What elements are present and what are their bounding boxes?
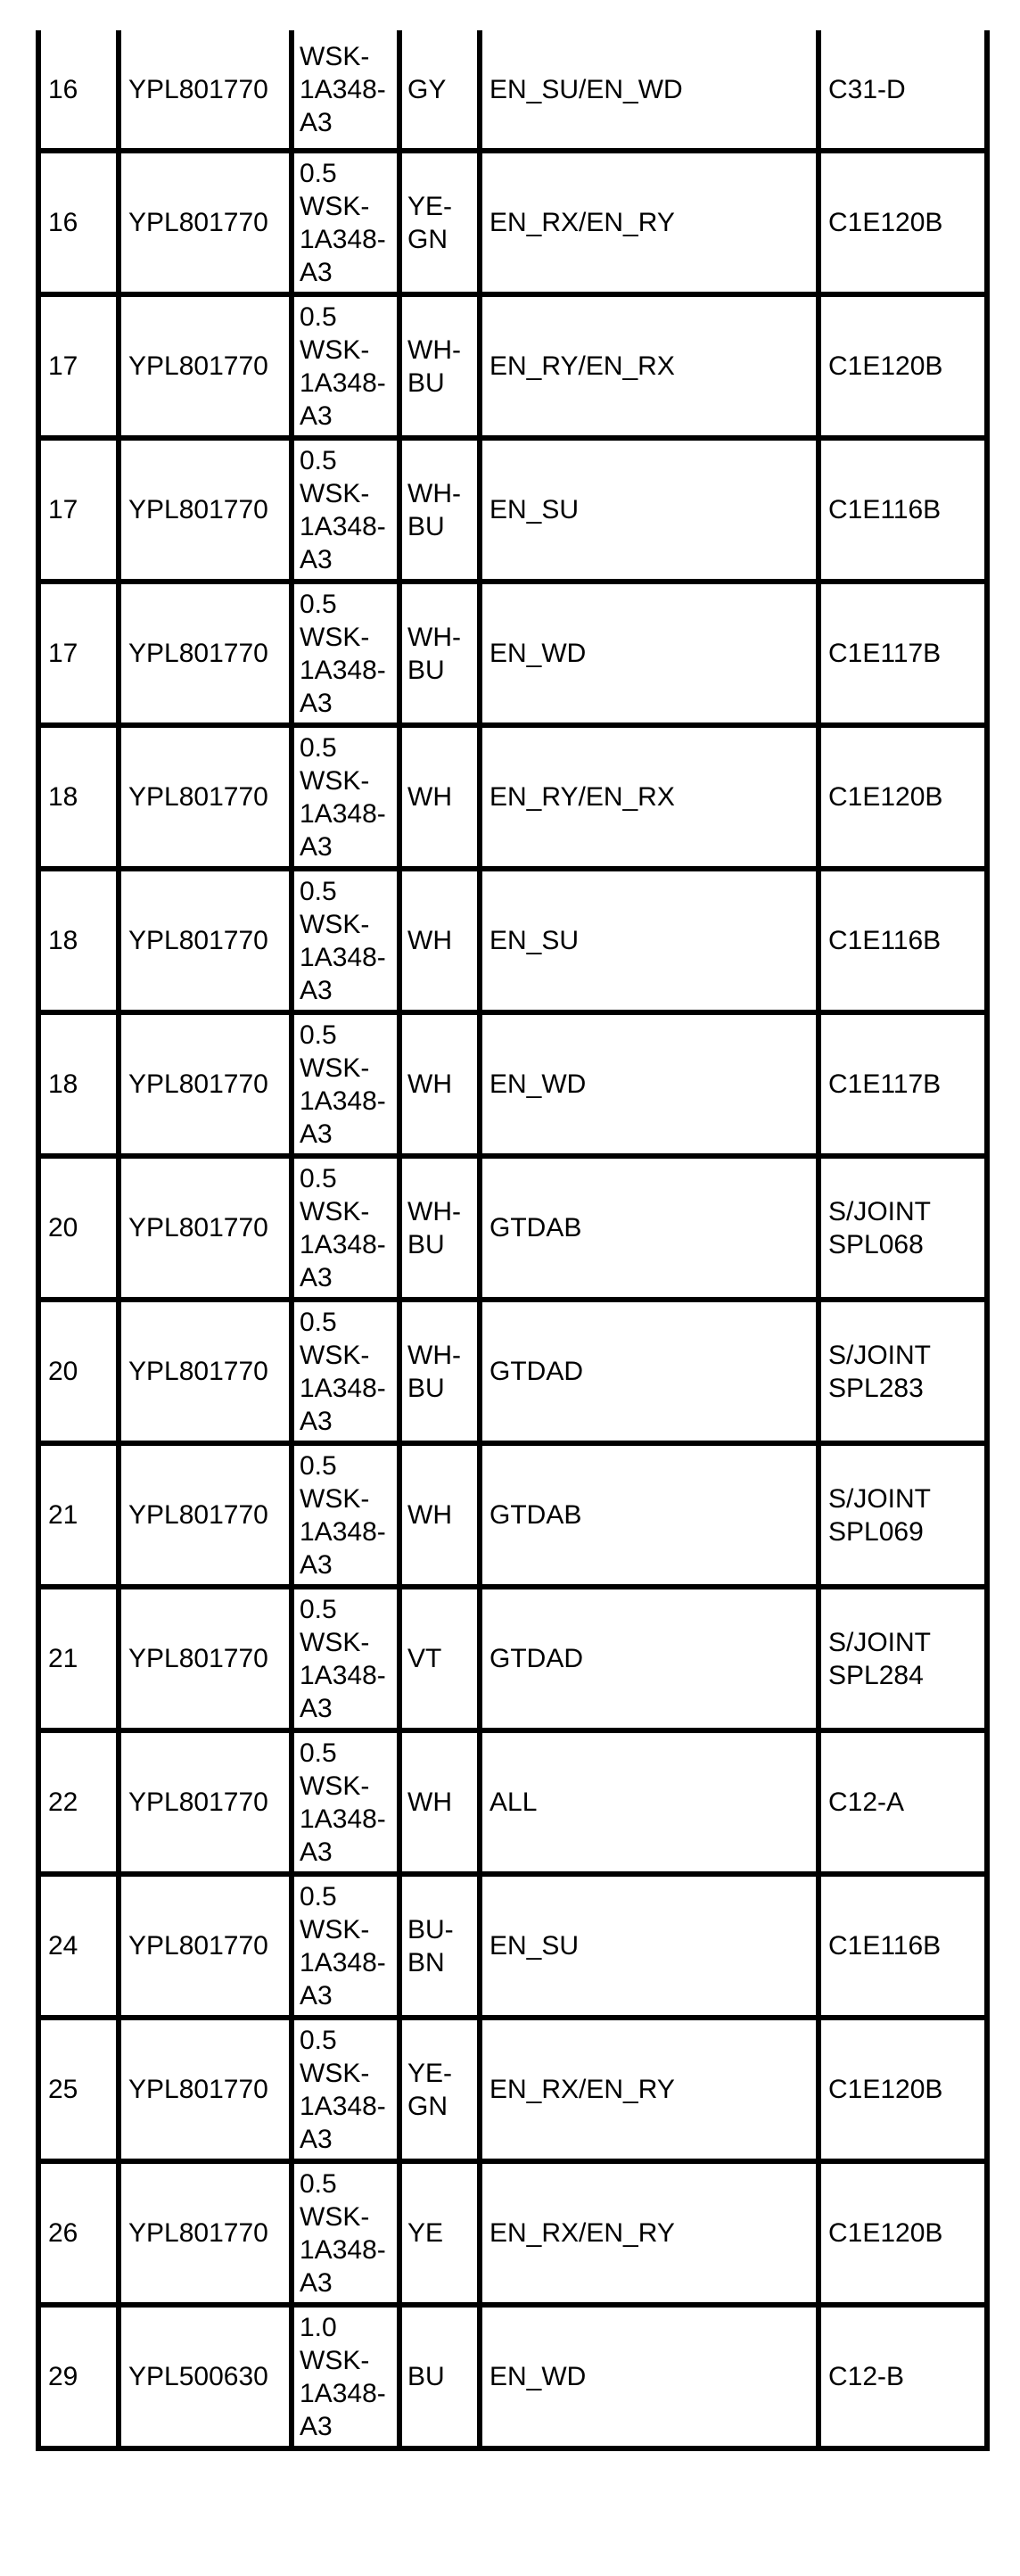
- wire-color-cell: [399, 1300, 480, 1443]
- wire-spec-line: WSK-: [300, 478, 370, 508]
- wire-spec-cell: [292, 1874, 399, 2018]
- pin-number: 26: [48, 2218, 78, 2248]
- wire-spec-cell: [292, 1300, 399, 1443]
- wire-spec-line: WSK-: [300, 1196, 370, 1226]
- wire-spec-line: 0.5: [300, 1020, 337, 1050]
- pin-number: 22: [48, 1788, 78, 1817]
- part-number: YPL801770: [128, 926, 268, 955]
- wire-spec-line: WSK-: [300, 1053, 370, 1083]
- pin-number: 18: [48, 1069, 78, 1099]
- table-row: [38, 294, 987, 438]
- wire-color-line: WH-: [407, 334, 461, 365]
- wire-color-line: BU: [407, 1373, 445, 1403]
- option-code: EN_SU: [489, 495, 580, 524]
- part-number: YPL801770: [128, 1357, 268, 1386]
- option-code: EN_WD: [489, 639, 587, 668]
- wire-spec-line: A3: [300, 544, 333, 574]
- wire-color-cell: [399, 30, 480, 151]
- destination-line: C1E120B: [828, 2218, 943, 2248]
- wire-spec-line: 1A348-: [300, 2234, 386, 2265]
- pin-number: 21: [48, 1500, 78, 1530]
- wire-color-line: WH: [407, 1788, 452, 1817]
- part-number: YPL801770: [128, 1931, 268, 1961]
- option-code-cell: [480, 151, 818, 294]
- wire-spec-line: 1A348-: [300, 798, 386, 829]
- destination-line: S/JOINT: [828, 1340, 932, 1370]
- part-number-cell: [119, 1874, 292, 2018]
- part-number: YPL801770: [128, 2218, 268, 2248]
- option-code: EN_RX/EN_RY: [489, 208, 675, 237]
- table-row: [38, 1587, 987, 1730]
- wire-spec-line: A3: [300, 1549, 333, 1580]
- wire-color-line: BU: [407, 367, 445, 398]
- wire-spec-line: 0.5: [300, 1594, 337, 1624]
- wire-spec-cell: [292, 1012, 399, 1156]
- wire-spec-line: 1A348-: [300, 1660, 386, 1690]
- wire-spec-line: 1A348-: [300, 224, 386, 254]
- pin-number: 17: [48, 351, 78, 381]
- pin-cell: [38, 1012, 119, 1156]
- destination-cell: [818, 1587, 987, 1730]
- part-number: YPL801770: [128, 351, 268, 381]
- destination-cell: [818, 1874, 987, 2018]
- part-number: YPL801770: [128, 74, 268, 104]
- option-code-cell: [480, 30, 818, 151]
- part-number-cell: [119, 1730, 292, 1874]
- wire-spec-line: WSK-: [300, 41, 370, 71]
- wire-spec-line: 1A348-: [300, 1229, 386, 1259]
- wire-spec-line: 1A348-: [300, 655, 386, 685]
- option-code: EN_SU: [489, 1931, 580, 1961]
- wire-spec-line: 0.5: [300, 589, 337, 619]
- wire-color-line: WH-: [407, 478, 461, 508]
- destination-cell: [818, 2018, 987, 2161]
- wire-color-cell: [399, 725, 480, 869]
- destination-line: C12-A: [828, 1788, 905, 1817]
- wire-color-line: GN: [407, 2091, 448, 2121]
- option-code-cell: [480, 869, 818, 1012]
- wire-color-cell: [399, 1874, 480, 2018]
- destination-cell: [818, 151, 987, 294]
- wire-color-line: YE: [407, 2218, 444, 2248]
- pin-number: 20: [48, 1213, 78, 1243]
- pin-cell: [38, 1443, 119, 1587]
- pin-cell: [38, 294, 119, 438]
- destination-line: C1E117B: [828, 639, 942, 668]
- option-code: EN_SU: [489, 926, 580, 955]
- pin-number: 29: [48, 2362, 78, 2391]
- option-code: GTDAB: [489, 1500, 582, 1530]
- table-row: [38, 1443, 987, 1587]
- pin-cell: [38, 1874, 119, 2018]
- part-number: YPL801770: [128, 1500, 268, 1530]
- wire-spec-line: WSK-: [300, 622, 370, 652]
- part-number-cell: [119, 2018, 292, 2161]
- wire-color-line: BN: [407, 1947, 445, 1977]
- wire-color-line: BU: [407, 655, 445, 685]
- wire-color-cell: [399, 2305, 480, 2448]
- destination-cell: [818, 1156, 987, 1300]
- table-row: [38, 869, 987, 1012]
- option-code: EN_RX/EN_RY: [489, 2075, 675, 2104]
- destination-line: C1E120B: [828, 2075, 943, 2104]
- wire-color-cell: [399, 151, 480, 294]
- wire-spec-cell: [292, 30, 399, 151]
- wire-color-line: WH-: [407, 622, 461, 652]
- part-number-cell: [119, 1156, 292, 1300]
- pin-cell: [38, 869, 119, 1012]
- destination-cell: [818, 582, 987, 725]
- destination-cell: [818, 438, 987, 582]
- wire-color-cell: [399, 1443, 480, 1587]
- destination-cell: [818, 2305, 987, 2448]
- wire-spec-line: WSK-: [300, 765, 370, 796]
- destination-line: C1E120B: [828, 782, 943, 812]
- destination-cell: [818, 869, 987, 1012]
- part-number: YPL801770: [128, 782, 268, 812]
- table-row: [38, 1874, 987, 2018]
- pin-number: 21: [48, 1644, 78, 1673]
- destination-line: C31-D: [828, 74, 906, 104]
- wire-color-line: BU: [407, 2362, 445, 2391]
- destination-cell: [818, 2161, 987, 2305]
- wire-spec-line: 0.5: [300, 2025, 337, 2055]
- wire-spec-line: 0.5: [300, 1881, 337, 1911]
- destination-line: C1E120B: [828, 208, 943, 237]
- part-number: YPL801770: [128, 639, 268, 668]
- wire-spec-line: A3: [300, 1119, 333, 1149]
- pin-number: 17: [48, 639, 78, 668]
- wire-spec-cell: [292, 2305, 399, 2448]
- wire-spec-line: 0.5: [300, 1738, 337, 1768]
- wire-color-line: GN: [407, 224, 448, 254]
- wire-spec-line: 0.5: [300, 301, 337, 332]
- wire-spec-line: 1A348-: [300, 1373, 386, 1403]
- wire-color-line: BU: [407, 1229, 445, 1259]
- wire-color-cell: [399, 438, 480, 582]
- part-number-cell: [119, 294, 292, 438]
- wire-spec-line: 1A348-: [300, 74, 386, 104]
- option-code: EN_RY/EN_RX: [489, 782, 675, 812]
- part-number: YPL801770: [128, 495, 268, 524]
- option-code: GTDAD: [489, 1644, 583, 1673]
- wire-color-cell: [399, 1587, 480, 1730]
- option-code: GTDAB: [489, 1213, 582, 1243]
- wire-color-cell: [399, 1730, 480, 1874]
- destination-line: C12-B: [828, 2362, 905, 2391]
- wire-spec-cell: [292, 725, 399, 869]
- wire-spec-line: 1A348-: [300, 2378, 386, 2408]
- wire-spec-line: A3: [300, 107, 333, 137]
- wire-spec-line: A3: [300, 1837, 333, 1867]
- wire-spec-line: A3: [300, 257, 333, 287]
- pin-cell: [38, 725, 119, 869]
- wire-spec-cell: [292, 1730, 399, 1874]
- wire-spec-line: A3: [300, 2411, 333, 2441]
- wire-spec-cell: [292, 2018, 399, 2161]
- destination-line: S/JOINT: [828, 1483, 932, 1514]
- wire-spec-line: WSK-: [300, 191, 370, 221]
- pin-cell: [38, 1587, 119, 1730]
- wire-color-cell: [399, 2018, 480, 2161]
- wire-spec-cell: [292, 1156, 399, 1300]
- pin-number: 25: [48, 2075, 78, 2104]
- wire-color-line: YE-: [407, 2058, 453, 2088]
- destination-cell: [818, 1012, 987, 1156]
- wire-color-line: YE-: [407, 191, 453, 221]
- wire-spec-line: 0.5: [300, 158, 337, 188]
- wiring-table: [36, 30, 990, 2451]
- wire-color-line: WH: [407, 926, 452, 955]
- wire-color-line: WH-: [407, 1196, 461, 1226]
- destination-line: S/JOINT: [828, 1627, 932, 1657]
- destination-line: C1E116B: [828, 495, 942, 524]
- pin-cell: [38, 2018, 119, 2161]
- option-code-cell: [480, 1730, 818, 1874]
- destination-cell: [818, 725, 987, 869]
- wire-spec-line: WSK-: [300, 1771, 370, 1801]
- table-row: [38, 1012, 987, 1156]
- wire-spec-line: 1A348-: [300, 367, 386, 398]
- wiring-table-page: [36, 30, 990, 2451]
- wire-spec-line: WSK-: [300, 334, 370, 365]
- wire-spec-line: WSK-: [300, 909, 370, 939]
- option-code-cell: [480, 1012, 818, 1156]
- wire-spec-cell: [292, 1443, 399, 1587]
- part-number: YPL801770: [128, 2075, 268, 2104]
- pin-cell: [38, 151, 119, 294]
- wire-color-cell: [399, 294, 480, 438]
- destination-line: C1E116B: [828, 1931, 942, 1961]
- option-code-cell: [480, 2018, 818, 2161]
- destination-cell: [818, 294, 987, 438]
- destination-line: C1E116B: [828, 926, 942, 955]
- wire-color-line: GY: [407, 74, 447, 104]
- destination-cell: [818, 1300, 987, 1443]
- table-row: [38, 151, 987, 294]
- option-code-cell: [480, 1443, 818, 1587]
- wire-color-cell: [399, 582, 480, 725]
- wire-spec-line: A3: [300, 2124, 333, 2154]
- part-number: YPL801770: [128, 1788, 268, 1817]
- wire-color-line: WH: [407, 1500, 452, 1530]
- table-row: [38, 438, 987, 582]
- part-number: YPL801770: [128, 208, 268, 237]
- option-code-cell: [480, 582, 818, 725]
- wire-spec-line: A3: [300, 1262, 333, 1292]
- wire-spec-line: WSK-: [300, 2345, 370, 2375]
- table-row: [38, 582, 987, 725]
- wire-spec-line: 1A348-: [300, 2091, 386, 2121]
- part-number: YPL500630: [128, 2362, 268, 2391]
- pin-number: 18: [48, 782, 78, 812]
- option-code-cell: [480, 1874, 818, 2018]
- wire-spec-line: 0.5: [300, 1450, 337, 1481]
- part-number-cell: [119, 2305, 292, 2448]
- option-code-cell: [480, 1587, 818, 1730]
- option-code-cell: [480, 2161, 818, 2305]
- wiring-table-body: [38, 30, 987, 2448]
- part-number-cell: [119, 1587, 292, 1730]
- wire-spec-cell: [292, 151, 399, 294]
- wire-spec-cell: [292, 869, 399, 1012]
- wire-spec-line: A3: [300, 831, 333, 862]
- part-number-cell: [119, 582, 292, 725]
- pin-number: 16: [48, 208, 78, 237]
- pin-number: 17: [48, 495, 78, 524]
- destination-line: C1E117B: [828, 1069, 942, 1099]
- part-number-cell: [119, 725, 292, 869]
- wire-spec-line: 0.5: [300, 732, 337, 763]
- pin-number: 24: [48, 1931, 78, 1961]
- part-number-cell: [119, 1300, 292, 1443]
- wire-spec-line: A3: [300, 1406, 333, 1436]
- wire-color-line: WH: [407, 782, 452, 812]
- destination-cell: [818, 1443, 987, 1587]
- option-code-cell: [480, 1300, 818, 1443]
- wire-color-line: WH: [407, 1069, 452, 1099]
- wire-spec-line: 0.5: [300, 876, 337, 906]
- destination-line: SPL283: [828, 1373, 924, 1403]
- pin-cell: [38, 30, 119, 151]
- table-row: [38, 1156, 987, 1300]
- wire-spec-line: WSK-: [300, 1627, 370, 1657]
- wire-spec-line: WSK-: [300, 2201, 370, 2232]
- wire-spec-cell: [292, 294, 399, 438]
- table-row: [38, 2305, 987, 2448]
- wire-spec-line: 0.5: [300, 1307, 337, 1337]
- option-code: ALL: [489, 1788, 538, 1817]
- wire-spec-line: A3: [300, 1693, 333, 1723]
- option-code: EN_WD: [489, 1069, 587, 1099]
- part-number-cell: [119, 151, 292, 294]
- option-code-cell: [480, 1156, 818, 1300]
- wire-spec-line: 1A348-: [300, 1516, 386, 1547]
- part-number-cell: [119, 1443, 292, 1587]
- option-code: EN_SU/EN_WD: [489, 74, 683, 104]
- destination-line: C1E120B: [828, 351, 943, 381]
- option-code-cell: [480, 438, 818, 582]
- wire-color-cell: [399, 869, 480, 1012]
- wire-spec-line: 1A348-: [300, 1804, 386, 1834]
- table-row: [38, 1730, 987, 1874]
- pin-cell: [38, 1300, 119, 1443]
- wire-color-line: VT: [407, 1644, 442, 1673]
- wire-spec-line: 1A348-: [300, 1947, 386, 1977]
- wire-spec-cell: [292, 2161, 399, 2305]
- pin-cell: [38, 582, 119, 725]
- wire-spec-line: 0.5: [300, 2168, 337, 2199]
- wire-spec-line: WSK-: [300, 1483, 370, 1514]
- wire-color-line: WH-: [407, 1340, 461, 1370]
- table-row: [38, 2018, 987, 2161]
- wire-spec-line: WSK-: [300, 1340, 370, 1370]
- part-number-cell: [119, 2161, 292, 2305]
- pin-cell: [38, 2161, 119, 2305]
- option-code-cell: [480, 294, 818, 438]
- wire-color-line: BU-: [407, 1914, 454, 1944]
- destination-line: SPL068: [828, 1229, 924, 1259]
- wire-spec-line: WSK-: [300, 2058, 370, 2088]
- destination-line: SPL069: [828, 1516, 924, 1547]
- destination-line: S/JOINT: [828, 1196, 932, 1226]
- pin-number: 18: [48, 926, 78, 955]
- part-number: YPL801770: [128, 1644, 268, 1673]
- wire-color-cell: [399, 1156, 480, 1300]
- wire-spec-cell: [292, 1587, 399, 1730]
- wire-spec-line: A3: [300, 1980, 333, 2010]
- option-code: GTDAD: [489, 1357, 583, 1386]
- wire-spec-line: 0.5: [300, 1163, 337, 1193]
- option-code: EN_RX/EN_RY: [489, 2218, 675, 2248]
- pin-number: 16: [48, 74, 78, 104]
- wire-color-cell: [399, 2161, 480, 2305]
- wire-spec-line: A3: [300, 975, 333, 1005]
- part-number: YPL801770: [128, 1069, 268, 1099]
- option-code: EN_WD: [489, 2362, 587, 2391]
- wire-spec-line: A3: [300, 2267, 333, 2298]
- pin-cell: [38, 1156, 119, 1300]
- pin-cell: [38, 2305, 119, 2448]
- option-code: EN_RY/EN_RX: [489, 351, 675, 381]
- table-row: [38, 30, 987, 151]
- wire-spec-line: WSK-: [300, 1914, 370, 1944]
- destination-cell: [818, 30, 987, 151]
- table-row: [38, 2161, 987, 2305]
- table-row: [38, 725, 987, 869]
- wire-spec-line: 1A348-: [300, 942, 386, 972]
- pin-number: 20: [48, 1357, 78, 1386]
- wire-spec-line: 1A348-: [300, 1086, 386, 1116]
- table-row: [38, 1300, 987, 1443]
- part-number-cell: [119, 438, 292, 582]
- wire-spec-line: 1A348-: [300, 511, 386, 541]
- part-number: YPL801770: [128, 1213, 268, 1243]
- wire-color-line: BU: [407, 511, 445, 541]
- option-code-cell: [480, 2305, 818, 2448]
- destination-line: SPL284: [828, 1660, 924, 1690]
- wire-spec-line: 1.0: [300, 2312, 337, 2342]
- destination-cell: [818, 1730, 987, 1874]
- part-number-cell: [119, 1012, 292, 1156]
- wire-spec-line: 0.5: [300, 445, 337, 475]
- wire-spec-line: A3: [300, 400, 333, 431]
- wire-color-cell: [399, 1012, 480, 1156]
- part-number-cell: [119, 869, 292, 1012]
- wire-spec-cell: [292, 582, 399, 725]
- option-code-cell: [480, 725, 818, 869]
- wire-spec-line: A3: [300, 688, 333, 718]
- part-number-cell: [119, 30, 292, 151]
- pin-cell: [38, 1730, 119, 1874]
- pin-cell: [38, 438, 119, 582]
- wire-spec-cell: [292, 438, 399, 582]
